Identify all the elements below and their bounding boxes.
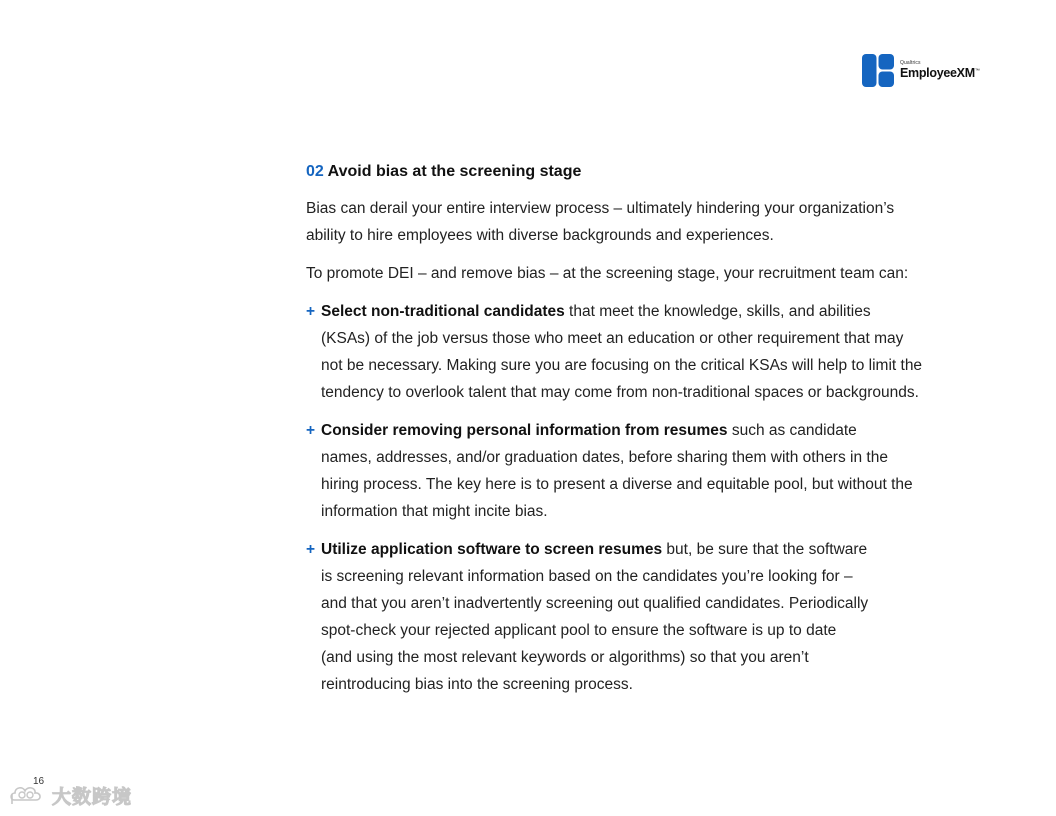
watermark-text: 大数跨境 [52,785,133,808]
bullet-line: reintroducing bias into the screening process. [321,676,633,693]
page-number: 16 [33,776,45,787]
bullet-bold-text: Select non-traditional candidates [321,303,565,320]
watermark [8,780,132,810]
bullet-line: information that might incite bias. [321,503,548,520]
section-number: 02 [306,163,324,180]
bullet-first-line [321,536,996,563]
cloud-logo-icon [8,780,48,810]
bullet-rest-text: but, be sure that the software [662,541,868,558]
brand-logo [862,54,980,87]
plus-icon: + [306,422,316,439]
plus-icon: + [306,303,316,320]
intro-subparagraph: To promote DEI – and remove bias – at the screening stage, your recruitment team can: [306,265,909,282]
bullet-rest-text: such as candidate [727,422,857,439]
bullet-item [306,536,996,698]
bullet-item [306,417,996,525]
brand-wordmark [900,61,980,80]
bullet-line: is screening relevant information based on the candidates you’re looking for – [321,568,853,585]
bullet-item [306,298,996,406]
brand-name [900,67,980,80]
plus-icon: + [306,541,316,558]
bullet-line: (KSAs) of the job versus those who meet an education or other requirement that may [321,330,904,347]
bullet-line: not be necessary. Making sure you are focusing on the critical KSAs will help to limit the [321,357,923,374]
bullet-line: hiring process. The key here is to present a diverse and equitable pool, but without the [321,476,913,493]
bullet-line: and that you aren’t inadvertently screening out qualified candidates. Periodically [321,595,869,612]
intro-paragraph [306,195,996,249]
brand-trademark: ™ [974,68,980,75]
bullet-first-line [321,417,996,444]
brand-name-text: EmployeeXM [900,66,975,81]
bullet-bold-text: Utilize application software to screen resumes [321,541,663,558]
bullet-line: (and using the most relevant keywords or algorithms) so that you aren’t [321,649,809,666]
intro-line: Bias can derail your entire interview process – ultimately hindering your organization’s [306,200,895,217]
section-heading [306,160,996,184]
bullet-first-line [321,298,996,325]
bullet-line: spot-check your rejected applicant pool to ensure the software is up to date [321,622,837,639]
bullet-rest-text: that meet the knowledge, skills, and abilities [564,303,871,320]
bullet-list [306,298,996,698]
bullet-line: names, addresses, and/or graduation dates, before sharing them with others in the [321,449,888,466]
bullet-line: tendency to overlook talent that may come from non-traditional spaces or backgrounds. [321,384,919,401]
brand-small-label: Qualtrics [900,60,921,67]
employeexm-logo-icon [862,54,894,87]
section-title: Avoid bias at the screening stage [327,163,582,180]
main-content [306,160,996,709]
intro-line: ability to hire employees with diverse backgrounds and experiences. [306,227,774,244]
bullet-bold-text: Consider removing personal information from resumes [321,422,728,439]
